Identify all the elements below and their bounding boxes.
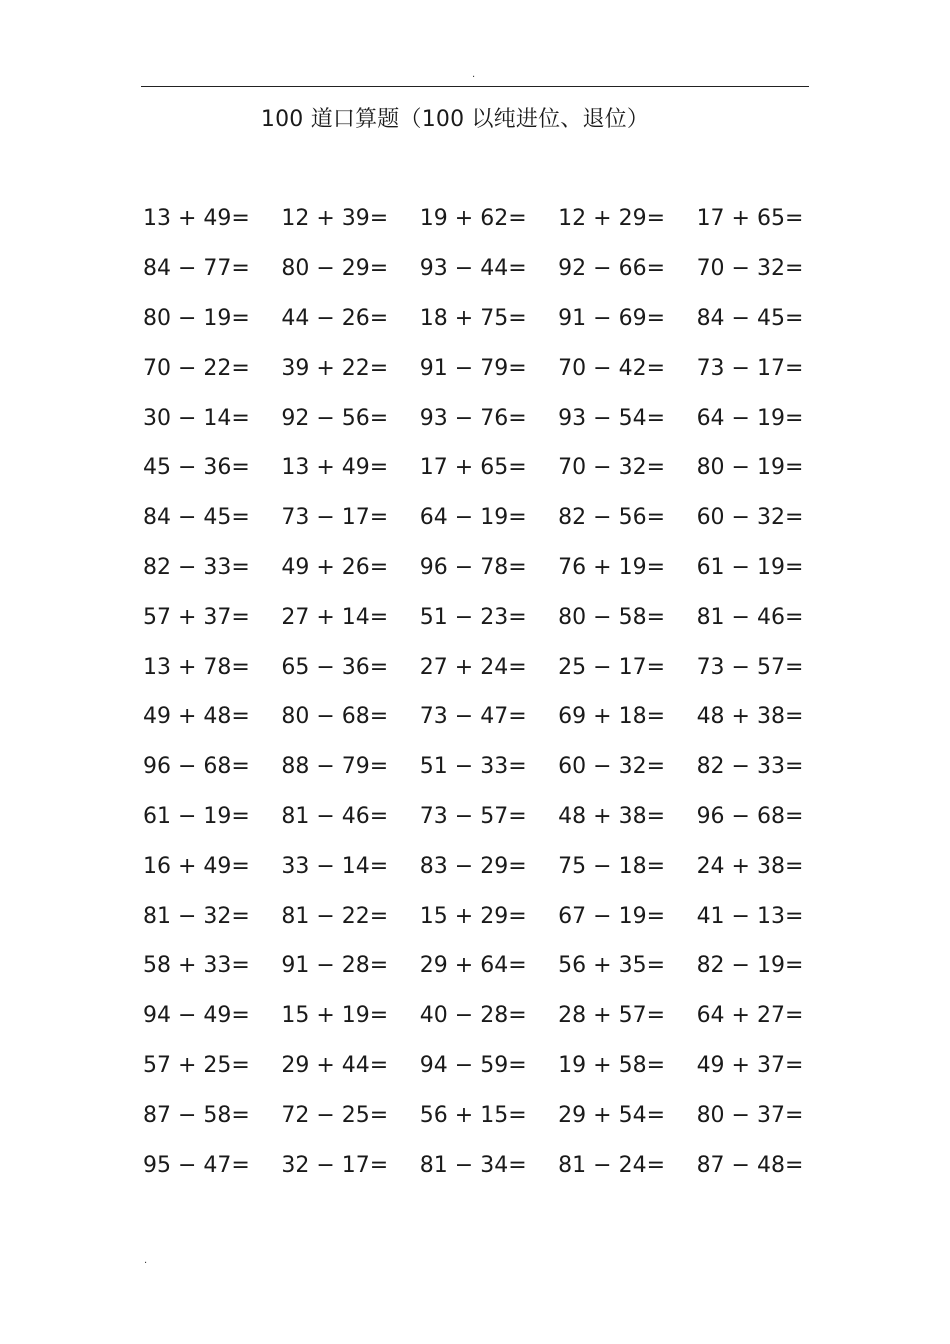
arithmetic-problem: 75 − 18=	[558, 853, 666, 879]
arithmetic-problem: 13 + 78=	[143, 654, 250, 680]
arithmetic-problem: 41 − 13=	[696, 903, 804, 929]
problem-row	[143, 294, 843, 344]
arithmetic-problem: 96 − 68=	[143, 754, 250, 780]
arithmetic-problem: 81 − 46=	[281, 803, 389, 829]
arithmetic-problem: 76 + 19=	[558, 554, 666, 580]
arithmetic-problem: 57 + 25=	[143, 1052, 250, 1078]
problem-row	[143, 991, 843, 1041]
arithmetic-problem: 29 + 64=	[419, 953, 527, 979]
arithmetic-problem: 30 − 14=	[143, 405, 250, 431]
arithmetic-problem: 81 − 32=	[143, 903, 250, 929]
arithmetic-problem: 82 − 19=	[696, 953, 804, 979]
arithmetic-problem: 12 + 29=	[558, 206, 666, 232]
problem-row	[143, 642, 843, 692]
problem-row	[143, 941, 843, 991]
arithmetic-problem: 39 + 22=	[281, 355, 389, 381]
problem-row	[143, 343, 843, 393]
arithmetic-problem: 51 − 33=	[419, 754, 527, 780]
arithmetic-problem: 19 + 62=	[419, 206, 527, 232]
arithmetic-problem: 70 − 22=	[143, 355, 250, 381]
arithmetic-problem: 56 + 35=	[558, 953, 666, 979]
problem-grid	[143, 194, 843, 1190]
arithmetic-problem: 24 + 38=	[696, 853, 804, 879]
arithmetic-problem: 92 − 56=	[281, 405, 389, 431]
arithmetic-problem: 33 − 14=	[281, 853, 389, 879]
arithmetic-problem: 91 − 28=	[281, 953, 389, 979]
arithmetic-problem: 73 − 57=	[696, 654, 804, 680]
arithmetic-problem: 83 − 29=	[419, 853, 527, 879]
arithmetic-problem: 81 − 34=	[419, 1152, 527, 1178]
problem-row	[143, 792, 843, 842]
arithmetic-problem: 40 − 28=	[419, 1003, 527, 1029]
problem-row	[143, 393, 843, 443]
problem-row	[143, 443, 843, 493]
arithmetic-problem: 45 − 36=	[143, 455, 250, 481]
arithmetic-problem: 17 + 65=	[419, 455, 527, 481]
arithmetic-problem: 49 + 48=	[143, 704, 250, 730]
problem-row	[143, 841, 843, 891]
arithmetic-problem: 18 + 75=	[419, 305, 527, 331]
arithmetic-problem: 82 − 33=	[143, 554, 250, 580]
arithmetic-problem: 49 + 37=	[696, 1052, 804, 1078]
arithmetic-problem: 70 − 42=	[558, 355, 666, 381]
arithmetic-problem: 80 − 19=	[696, 455, 804, 481]
arithmetic-problem: 15 + 19=	[281, 1003, 389, 1029]
arithmetic-problem: 17 + 65=	[696, 206, 804, 232]
arithmetic-problem: 92 − 66=	[558, 256, 666, 282]
arithmetic-problem: 44 − 26=	[281, 305, 389, 331]
problem-row	[143, 493, 843, 543]
problem-row	[143, 891, 843, 941]
problem-row	[143, 244, 843, 294]
arithmetic-problem: 60 − 32=	[696, 505, 804, 531]
arithmetic-problem: 57 + 37=	[143, 604, 250, 630]
arithmetic-problem: 81 − 22=	[281, 903, 389, 929]
problem-row	[143, 194, 843, 244]
arithmetic-problem: 80 − 29=	[281, 256, 389, 282]
arithmetic-problem: 95 − 47=	[143, 1152, 250, 1178]
arithmetic-problem: 49 + 26=	[281, 554, 389, 580]
arithmetic-problem: 70 − 32=	[696, 256, 804, 282]
problem-row	[143, 742, 843, 792]
arithmetic-problem: 72 − 25=	[281, 1102, 389, 1128]
arithmetic-problem: 93 − 76=	[419, 405, 527, 431]
arithmetic-problem: 93 − 54=	[558, 405, 666, 431]
arithmetic-problem: 65 − 36=	[281, 654, 389, 680]
arithmetic-problem: 51 − 23=	[419, 604, 527, 630]
arithmetic-problem: 13 + 49=	[143, 206, 250, 232]
arithmetic-problem: 67 − 19=	[558, 903, 666, 929]
arithmetic-problem: 27 + 24=	[419, 654, 527, 680]
arithmetic-problem: 73 − 57=	[419, 803, 527, 829]
arithmetic-problem: 56 + 15=	[419, 1102, 527, 1128]
arithmetic-problem: 73 − 17=	[281, 505, 389, 531]
arithmetic-problem: 94 − 59=	[419, 1052, 527, 1078]
arithmetic-problem: 73 − 17=	[696, 355, 804, 381]
arithmetic-problem: 64 + 27=	[696, 1003, 804, 1029]
arithmetic-problem: 12 + 39=	[281, 206, 389, 232]
arithmetic-problem: 69 + 18=	[558, 704, 666, 730]
arithmetic-problem: 84 − 77=	[143, 256, 250, 282]
arithmetic-problem: 48 + 38=	[696, 704, 804, 730]
arithmetic-problem: 25 − 17=	[558, 654, 666, 680]
arithmetic-problem: 73 − 47=	[419, 704, 527, 730]
arithmetic-problem: 16 + 49=	[143, 853, 250, 879]
arithmetic-problem: 80 − 19=	[143, 305, 250, 331]
arithmetic-problem: 87 − 48=	[696, 1152, 804, 1178]
page-title: 100 道口算题（100 以纯进位、退位）	[260, 107, 650, 132]
arithmetic-problem: 96 − 68=	[696, 803, 804, 829]
arithmetic-problem: 91 − 79=	[419, 355, 527, 381]
arithmetic-problem: 64 − 19=	[696, 405, 804, 431]
problem-row	[143, 692, 843, 742]
arithmetic-problem: 84 − 45=	[143, 505, 250, 531]
arithmetic-problem: 94 − 49=	[143, 1003, 250, 1029]
arithmetic-problem: 64 − 19=	[419, 505, 527, 531]
footer-dot: .	[144, 1255, 148, 1266]
problem-row	[143, 592, 843, 642]
arithmetic-problem: 87 − 58=	[143, 1102, 250, 1128]
arithmetic-problem: 61 − 19=	[143, 803, 250, 829]
arithmetic-problem: 91 − 69=	[558, 305, 666, 331]
arithmetic-problem: 80 − 58=	[558, 604, 666, 630]
arithmetic-problem: 84 − 45=	[696, 305, 804, 331]
arithmetic-problem: 27 + 14=	[281, 604, 389, 630]
arithmetic-problem: 48 + 38=	[558, 803, 666, 829]
arithmetic-problem: 70 − 32=	[558, 455, 666, 481]
arithmetic-problem: 15 + 29=	[419, 903, 527, 929]
arithmetic-problem: 29 + 54=	[558, 1102, 666, 1128]
arithmetic-problem: 81 − 24=	[558, 1152, 666, 1178]
arithmetic-problem: 96 − 78=	[419, 554, 527, 580]
header-rule	[141, 86, 809, 87]
arithmetic-problem: 32 − 17=	[281, 1152, 389, 1178]
problem-row	[143, 1140, 843, 1190]
header-dot: .	[472, 69, 476, 80]
arithmetic-problem: 60 − 32=	[558, 754, 666, 780]
arithmetic-problem: 88 − 79=	[281, 754, 389, 780]
arithmetic-problem: 82 − 33=	[696, 754, 804, 780]
arithmetic-problem: 19 + 58=	[558, 1052, 666, 1078]
arithmetic-problem: 28 + 57=	[558, 1003, 666, 1029]
arithmetic-problem: 81 − 46=	[696, 604, 804, 630]
arithmetic-problem: 61 − 19=	[696, 554, 804, 580]
arithmetic-problem: 80 − 37=	[696, 1102, 804, 1128]
arithmetic-problem: 82 − 56=	[558, 505, 666, 531]
arithmetic-problem: 93 − 44=	[419, 256, 527, 282]
arithmetic-problem: 29 + 44=	[281, 1052, 389, 1078]
arithmetic-problem: 13 + 49=	[281, 455, 389, 481]
arithmetic-problem: 58 + 33=	[143, 953, 250, 979]
problem-row	[143, 543, 843, 593]
arithmetic-problem: 80 − 68=	[281, 704, 389, 730]
problem-row	[143, 1090, 843, 1140]
problem-row	[143, 1041, 843, 1091]
